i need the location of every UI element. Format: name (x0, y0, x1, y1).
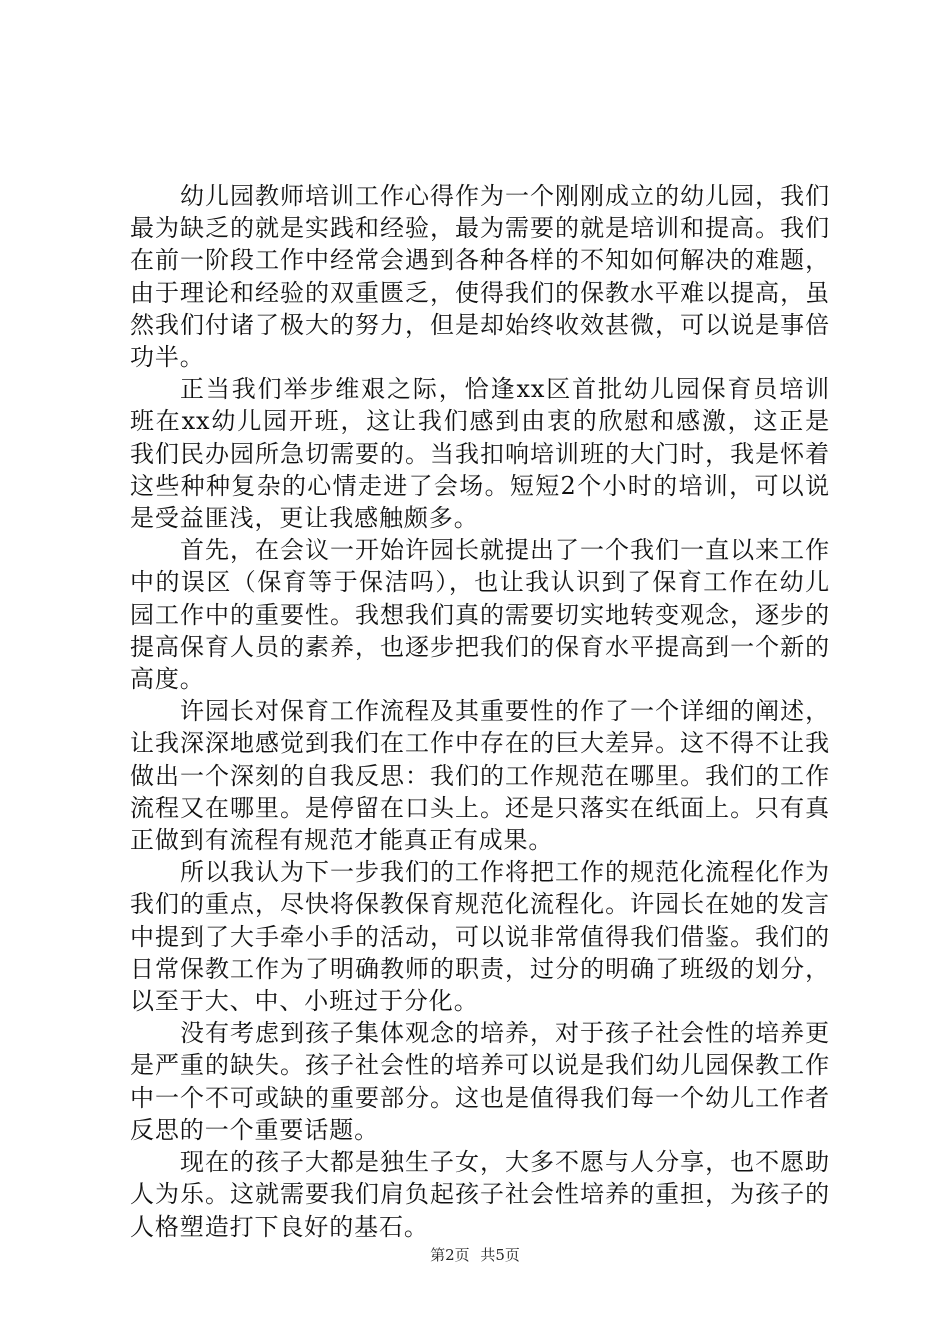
page-number-indicator: 第2页 共5页 (430, 1246, 520, 1264)
paragraph-7: 现在的孩子大都是独生子女，大多不愿与人分享，也不愿助人为乐。这就需要我们肩负起孩子社会性培养的重担，为孩子的人格塑造打下良好的基石。 (130, 1148, 830, 1241)
paragraph-1: 幼儿园教师培训工作心得作为一个刚刚成立的幼儿园，我们最为缺乏的就是实践和经验，最为需要的就是培训和提高。我们在前一阶段工作中经常会遇到各种各样的不知如何解决的难题，由于理论和经验的双重匮乏，使得我们的保教水平难以提高，虽然我们付诸了极大的努力，但是却始终收效甚微，可以说是事倍功半。 (130, 182, 830, 372)
paragraph-2: 正当我们举步维艰之际，恰逢xx区首批幼儿园保育员培训班在xx幼儿园开班，这让我们感到由衷的欣慰和感激，这正是我们民办园所急切需要的。当我扣响培训班的大门时，我是怀着这些种种复杂的心情走进了会场。短短2个小时的培训，可以说是受益匪浅，更让我感触颇多。 (130, 375, 830, 533)
page-footer (0, 1244, 950, 1265)
paragraph-4: 许园长对保育工作流程及其重要性的作了一个详细的阐述，让我深深地感觉到我们在工作中存在的巨大差异。这不得不让我做出一个深刻的自我反思：我们的工作规范在哪里。我们的工作流程又在哪里。是停留在口头上。还是只落实在纸面上。只有真正做到有流程有规范才能真正有成果。 (130, 697, 830, 855)
paragraph-3: 首先，在会议一开始许园长就提出了一个我们一直以来工作中的误区（保育等于保洁吗），也让我认识到了保育工作在幼儿园工作中的重要性。我想我们真的需要切实地转变观念，逐步的提高保育人员的素养，也逐步把我们的保育水平提高到一个新的高度。 (130, 536, 830, 694)
paragraph-6: 没有考虑到孩子集体观念的培养，对于孩子社会性的培养更是严重的缺失。孩子社会性的培养可以说是我们幼儿园保教工作中一个不可或缺的重要部分。这也是值得我们每一个幼儿工作者反思的一个重要话题。 (130, 1019, 830, 1144)
paragraph-5: 所以我认为下一步我们的工作将把工作的规范化流程化作为我们的重点，尽快将保教保育规范化流程化。许园长在她的发言中提到了大手牵小手的活动，可以说非常值得我们借鉴。我们的日常保教工作为了明确教师的职责，过分的明确了班级的划分，以至于大、中、小班过于分化。 (130, 858, 830, 1016)
document-body (130, 180, 830, 1243)
